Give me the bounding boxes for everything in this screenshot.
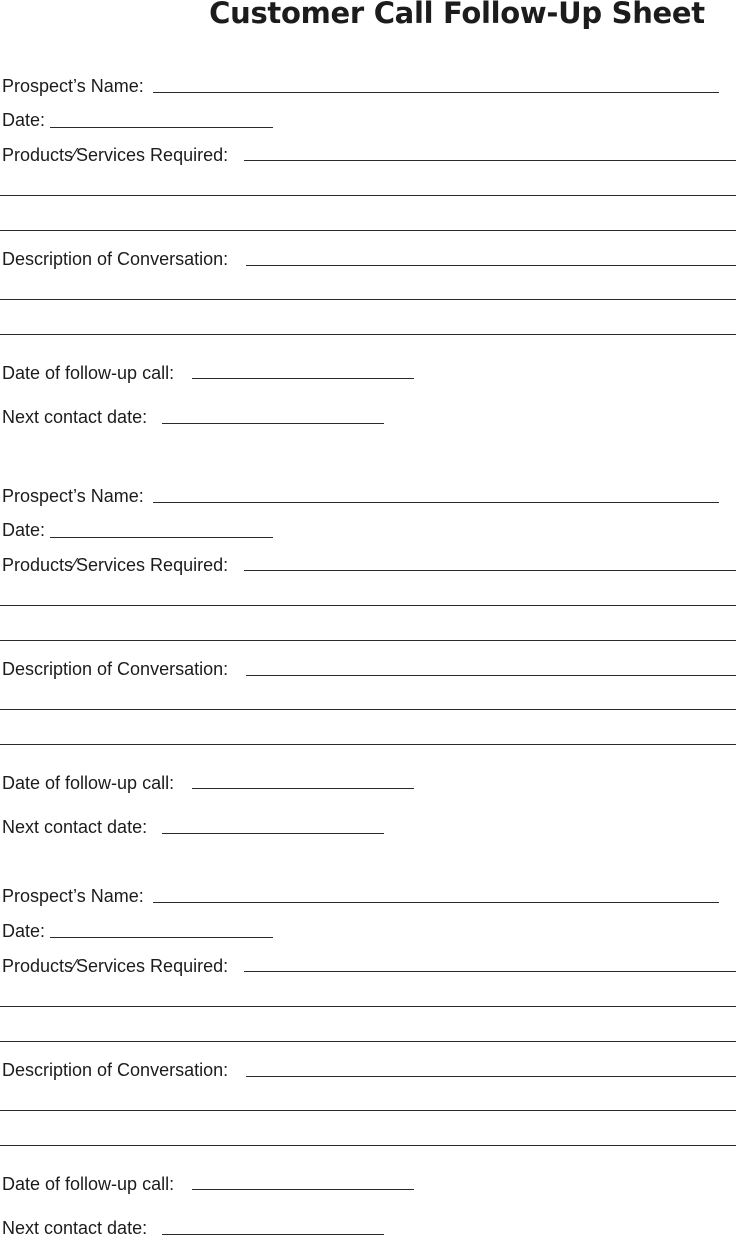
call-record-3 (0, 810, 736, 1238)
page-title: Customer Call Follow-Up Sheet (209, 0, 705, 30)
date-label: Date: (2, 921, 46, 941)
follow-up-date-field[interactable] (192, 1189, 414, 1190)
follow-up-date-field[interactable] (192, 378, 414, 379)
products-services-line-2[interactable] (0, 195, 736, 196)
description-line-2[interactable] (0, 709, 736, 710)
products-services-line-2[interactable] (0, 605, 736, 606)
products-services-label: Products⁄Services Required: (2, 956, 229, 976)
prospect-name-label: Prospect’s Name: (2, 76, 144, 96)
products-services-label: Products⁄Services Required: (2, 555, 229, 575)
follow-up-date-field[interactable] (192, 788, 414, 789)
follow-up-date-label: Date of follow-up call: (2, 773, 175, 793)
call-record-2 (0, 410, 736, 837)
products-services-line-2[interactable] (0, 1006, 736, 1007)
description-field[interactable] (246, 675, 736, 676)
products-services-line-3[interactable] (0, 230, 736, 231)
description-line-3[interactable] (0, 334, 736, 335)
date-field[interactable] (50, 127, 273, 128)
description-label: Description of Conversation: (2, 249, 229, 269)
prospect-name-label: Prospect’s Name: (2, 886, 144, 906)
next-contact-date-label: Next contact date: (2, 1218, 148, 1238)
description-line-3[interactable] (0, 1145, 736, 1146)
description-line-2[interactable] (0, 299, 736, 300)
description-line-3[interactable] (0, 744, 736, 745)
prospect-name-field[interactable] (153, 502, 719, 503)
products-services-field[interactable] (244, 570, 736, 571)
products-services-field[interactable] (244, 160, 736, 161)
description-label: Description of Conversation: (2, 659, 229, 679)
date-field[interactable] (50, 937, 273, 938)
products-services-label: Products⁄Services Required: (2, 145, 229, 165)
description-field[interactable] (246, 265, 736, 266)
date-field[interactable] (50, 537, 273, 538)
description-line-2[interactable] (0, 1110, 736, 1111)
next-contact-date-label: Next contact date: (2, 407, 148, 427)
date-label: Date: (2, 110, 46, 130)
prospect-name-field[interactable] (153, 902, 719, 903)
next-contact-date-label: Next contact date: (2, 817, 148, 837)
prospect-name-label: Prospect’s Name: (2, 486, 144, 506)
date-label: Date: (2, 520, 46, 540)
products-services-line-3[interactable] (0, 640, 736, 641)
call-record-1 (0, 0, 736, 427)
prospect-name-field[interactable] (153, 92, 719, 93)
description-label: Description of Conversation: (2, 1060, 229, 1080)
products-services-line-3[interactable] (0, 1041, 736, 1042)
follow-up-date-label: Date of follow-up call: (2, 1174, 175, 1194)
follow-up-date-label: Date of follow-up call: (2, 363, 175, 383)
description-field[interactable] (246, 1076, 736, 1077)
products-services-field[interactable] (244, 971, 736, 972)
